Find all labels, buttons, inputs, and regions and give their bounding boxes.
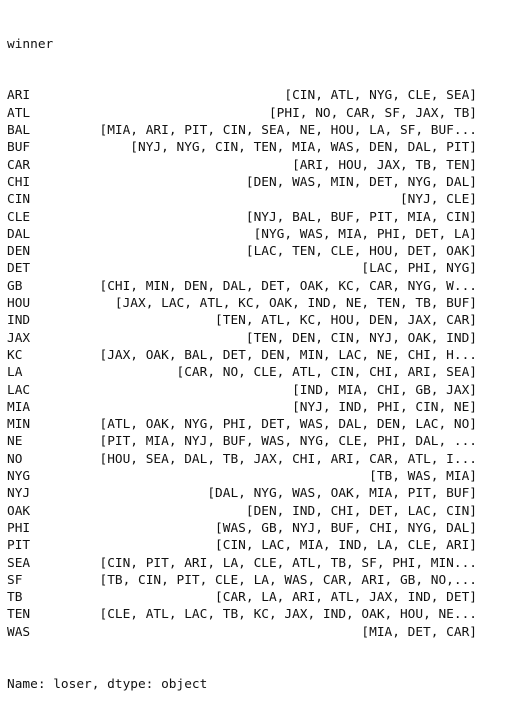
series-row xyxy=(7,157,477,174)
row-value: [DEN, WAS, MIN, DET, NYG, DAL] xyxy=(245,174,477,190)
row-key: PIT xyxy=(7,538,31,554)
row-key: HOU xyxy=(7,296,31,312)
row-key: JAX xyxy=(7,330,31,346)
index-name: winner xyxy=(7,36,54,52)
row-value: [MIA, DET, CAR] xyxy=(361,624,477,640)
row-key: TEN xyxy=(7,607,31,623)
row-value: [CIN, PIT, ARI, LA, CLE, ATL, TB, SF, PHI, MIN... xyxy=(99,555,477,571)
row-key: MIA xyxy=(7,399,31,415)
row-key: DEN xyxy=(7,244,31,260)
series-row xyxy=(7,243,477,260)
series-row xyxy=(7,485,477,502)
series-row xyxy=(7,278,477,295)
row-value: [CIN, LAC, MIA, IND, LA, CLE, ARI] xyxy=(215,538,477,554)
series-output xyxy=(7,1,477,710)
series-row xyxy=(7,122,477,139)
series-row xyxy=(7,312,477,329)
row-key: DET xyxy=(7,261,31,277)
row-value: [ATL, OAK, NYG, PHI, DET, WAS, DAL, DEN, LAC, NO] xyxy=(99,417,477,433)
row-value: [CAR, NO, CLE, ATL, CIN, CHI, ARI, SEA] xyxy=(176,365,477,381)
series-row xyxy=(7,503,477,520)
series-row xyxy=(7,174,477,191)
series-row xyxy=(7,451,477,468)
row-value: [LAC, TEN, CLE, HOU, DET, OAK] xyxy=(245,244,477,260)
series-row xyxy=(7,105,477,122)
row-value: [MIA, ARI, PIT, CIN, SEA, NE, HOU, LA, SF, BUF... xyxy=(99,123,477,139)
row-value: [CLE, ATL, LAC, TB, KC, JAX, IND, OAK, HOU, NE... xyxy=(99,607,477,623)
row-value: [NYJ, NYG, CIN, TEN, MIA, WAS, DEN, DAL, PIT] xyxy=(130,140,477,156)
row-value: [TEN, ATL, KC, HOU, DEN, JAX, CAR] xyxy=(215,313,477,329)
row-value: [CAR, LA, ARI, ATL, JAX, IND, DET] xyxy=(215,590,477,606)
series-row xyxy=(7,260,477,277)
row-key: BUF xyxy=(7,140,31,156)
row-value: [NYG, WAS, MIA, PHI, DET, LA] xyxy=(253,226,477,242)
row-key: SEA xyxy=(7,555,31,571)
row-value: [TEN, DEN, CIN, NYJ, OAK, IND] xyxy=(245,330,477,346)
series-row xyxy=(7,537,477,554)
row-value: [NYJ, BAL, BUF, PIT, MIA, CIN] xyxy=(245,209,477,225)
series-row xyxy=(7,589,477,606)
row-key: LA xyxy=(7,365,23,381)
row-key: NYJ xyxy=(7,486,31,502)
row-key: MIN xyxy=(7,417,31,433)
row-value: [NYJ, IND, PHI, CIN, NE] xyxy=(292,399,477,415)
series-row xyxy=(7,382,477,399)
row-value: [DAL, NYG, WAS, OAK, MIA, PIT, BUF] xyxy=(207,486,477,502)
series-row xyxy=(7,347,477,364)
row-key: PHI xyxy=(7,520,31,536)
row-value: [TB, CIN, PIT, CLE, LA, WAS, CAR, ARI, GB, NO,... xyxy=(99,572,477,588)
series-rows xyxy=(7,87,477,641)
row-key: CIN xyxy=(7,192,31,208)
row-value: [DEN, IND, CHI, DET, LAC, CIN] xyxy=(245,503,477,519)
row-value: [HOU, SEA, DAL, TB, JAX, CHI, ARI, CAR, ATL, I... xyxy=(99,451,477,467)
row-key: NYG xyxy=(7,469,31,485)
row-key: GB xyxy=(7,278,23,294)
row-key: KC xyxy=(7,347,23,363)
row-value: [CHI, MIN, DEN, DAL, DET, OAK, KC, CAR, NYG, W... xyxy=(99,278,477,294)
row-key: LAC xyxy=(7,382,31,398)
row-key: CHI xyxy=(7,174,31,190)
series-row xyxy=(7,606,477,623)
series-row xyxy=(7,433,477,450)
series-row xyxy=(7,330,477,347)
series-row xyxy=(7,624,477,641)
row-value: [CIN, ATL, NYG, CLE, SEA] xyxy=(284,88,477,104)
row-key: ARI xyxy=(7,88,31,104)
series-row xyxy=(7,139,477,156)
series-row xyxy=(7,416,477,433)
row-key: SF xyxy=(7,572,23,588)
row-key: CAR xyxy=(7,157,31,173)
row-key: NO xyxy=(7,451,23,467)
series-row xyxy=(7,468,477,485)
row-key: ATL xyxy=(7,105,31,121)
row-value: [WAS, GB, NYJ, BUF, CHI, NYG, DAL] xyxy=(215,520,477,536)
row-value: [JAX, LAC, ATL, KC, OAK, IND, NE, TEN, TB, BUF] xyxy=(114,296,477,312)
row-value: [PIT, MIA, NYJ, BUF, WAS, NYG, CLE, PHI, DAL, ... xyxy=(99,434,477,450)
row-key: TB xyxy=(7,590,23,606)
row-key: WAS xyxy=(7,624,31,640)
series-row xyxy=(7,399,477,416)
row-value: [LAC, PHI, NYG] xyxy=(361,261,477,277)
series-row xyxy=(7,555,477,572)
row-value: [TB, WAS, MIA] xyxy=(369,469,477,485)
series-row xyxy=(7,191,477,208)
row-key: CLE xyxy=(7,209,31,225)
row-key: DAL xyxy=(7,226,31,242)
row-value: [JAX, OAK, BAL, DET, DEN, MIN, LAC, NE, CHI, H... xyxy=(99,347,477,363)
series-row xyxy=(7,226,477,243)
series-row xyxy=(7,295,477,312)
series-row xyxy=(7,87,477,104)
row-value: [PHI, NO, CAR, SF, JAX, TB] xyxy=(268,105,477,121)
row-value: [IND, MIA, CHI, GB, JAX] xyxy=(292,382,477,398)
row-value: [NYJ, CLE] xyxy=(399,192,477,208)
series-row xyxy=(7,520,477,537)
row-key: NE xyxy=(7,434,23,450)
row-key: BAL xyxy=(7,123,31,139)
row-key: OAK xyxy=(7,503,31,519)
row-value: [ARI, HOU, JAX, TB, TEN] xyxy=(292,157,477,173)
series-footer: Name: loser, dtype: object xyxy=(7,676,208,692)
series-row xyxy=(7,572,477,589)
row-key: IND xyxy=(7,313,31,329)
series-row xyxy=(7,364,477,381)
series-row xyxy=(7,209,477,226)
